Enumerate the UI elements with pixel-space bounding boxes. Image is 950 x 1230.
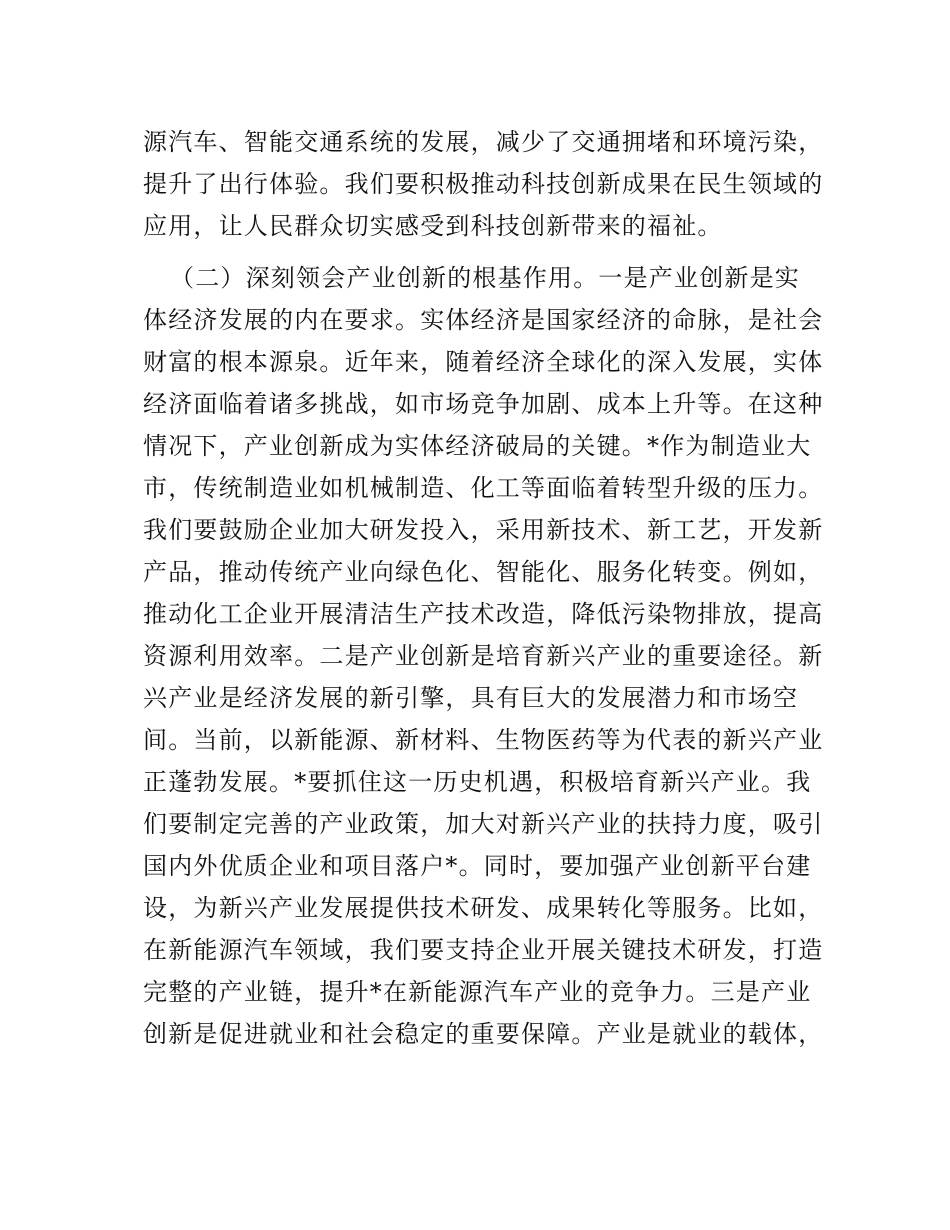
- text-line: 应用，让人民群众切实感受到科技创新带来的福祉。: [143, 212, 723, 240]
- text-line: 体经济发展的内在要求。实体经济是国家经济的命脉，是社会: [143, 306, 824, 334]
- text-line: 们要制定完善的产业政策，加大对新兴产业的扶持力度，吸引: [143, 810, 824, 838]
- text-line: 我们要鼓励企业加大研发投入，采用新技术、新工艺，开发新: [143, 516, 824, 544]
- text-line: 财富的根本源泉。近年来，随着经济全球化的深入发展，实体: [143, 348, 824, 376]
- text-line: 提升了出行体验。我们要积极推动科技创新成果在民生领域的: [143, 170, 824, 198]
- text-line: 间。当前，以新能源、新材料、生物医药等为代表的新兴产业: [143, 726, 824, 754]
- text-line: 设，为新兴产业发展提供技术研发、成果转化等服务。比如，: [143, 894, 824, 922]
- text-line: 兴产业是经济发展的新引擎，具有巨大的发展潜力和市场空: [143, 684, 799, 712]
- text-line: 国内外优质企业和项目落户*。同时，要加强产业创新平台建: [143, 852, 812, 880]
- section-heading-line: （二）深刻领会产业创新的根基作用。一是产业创新是实: [170, 264, 800, 292]
- text-line: 经济面临着诸多挑战，如市场竞争加剧、成本上升等。在这种: [143, 390, 824, 418]
- text-line: 产品，推动传统产业向绿色化、智能化、服务化转变。例如，: [143, 558, 824, 586]
- text-line: 正蓬勃发展。*要抓住这一历史机遇，积极培育新兴产业。我: [143, 768, 812, 796]
- text-line: 情况下，产业创新成为实体经济破局的关键。*作为制造业大: [143, 432, 812, 460]
- text-line: 市，传统制造业如机械制造、化工等面临着转型升级的压力。: [143, 474, 824, 502]
- text-line: 创新是促进就业和社会稳定的重要保障。产业是就业的载体，: [143, 1020, 824, 1048]
- text-line: 源汽车、智能交通系统的发展，减少了交通拥堵和环境污染，: [143, 128, 824, 156]
- text-line: 在新能源汽车领域，我们要支持企业开展关键技术研发，打造: [143, 936, 824, 964]
- text-line: 推动化工企业开展清洁生产技术改造，降低污染物排放，提高: [143, 600, 824, 628]
- text-line: 资源利用效率。二是产业创新是培育新兴产业的重要途径。新: [143, 642, 824, 670]
- text-line: 完整的产业链，提升*在新能源汽车产业的竞争力。三是产业: [143, 978, 812, 1006]
